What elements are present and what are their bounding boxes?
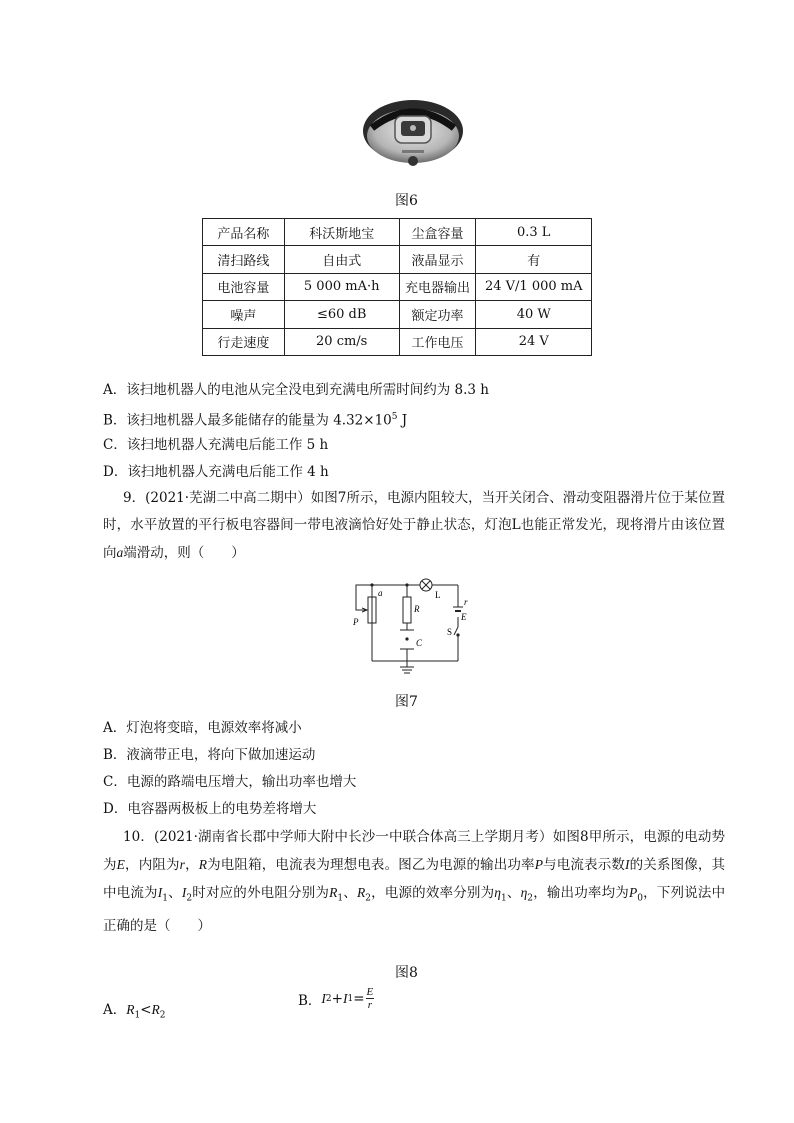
- q10-var: I: [625, 857, 630, 872]
- circuit-label-r-resistor: R: [414, 604, 420, 614]
- spec-table: [202, 218, 592, 356]
- q10-var: η: [520, 885, 528, 900]
- table-cell: 自由式: [284, 246, 399, 273]
- table-row: [203, 219, 592, 246]
- q10-var: R: [356, 885, 366, 900]
- q10-subscript: 2: [159, 1010, 166, 1021]
- table-row: [203, 301, 592, 328]
- table-cell: 20 cm/s: [284, 328, 399, 355]
- q9-stem-text: 9．(2021·芜湖二中高二期中）如图7所示，电源内阻较大，当开关闭合、滑动变阻器滑片位于某位置时，水平放置的平行板电容器间一带电液滴恰好处于静止状态，灯泡L也能正常发光，现将滑片由该位置向: [103, 490, 725, 561]
- q10-var: P: [534, 857, 543, 872]
- q9-option-c: C．电源的路端电压增大，输出功率也增大: [103, 774, 357, 790]
- table-cell: 行走速度: [203, 328, 285, 355]
- circuit-label-s: S: [447, 627, 453, 637]
- q10-option-a: [103, 998, 166, 1021]
- circuit-diagram: [340, 575, 480, 685]
- q8-option-b-exponent: 5: [391, 412, 398, 422]
- table-cell: 40 W: [476, 301, 592, 328]
- q10-text: ，: [184, 857, 199, 873]
- table-cell: 有: [476, 246, 592, 273]
- q10-subscript: 1: [162, 893, 168, 904]
- q8-option-d: D．该扫地机器人充满电后能工作 4 h: [103, 464, 329, 480]
- q8-option-a: A．该扫地机器人的电池从完全没电到充满电所需时间约为 8.3 h: [103, 382, 489, 398]
- q10-var: R: [126, 1002, 135, 1017]
- figure-8-caption: 图8: [395, 965, 418, 981]
- q10-text: 为电阻箱，电流表为理想电表。图乙为电源的输出功率: [206, 857, 535, 873]
- q10-subscript: 2: [186, 893, 193, 904]
- table-cell: 液晶显示: [399, 246, 476, 273]
- table-cell: 科沃斯地宝: [284, 219, 399, 246]
- robot-vacuum-image: [362, 98, 464, 170]
- q10-text: ，内阻为: [124, 857, 180, 873]
- fraction: [366, 986, 375, 1011]
- table-cell: 0.3 L: [476, 219, 592, 246]
- option-prefix: A．: [103, 1002, 127, 1018]
- q10-subscript: 1: [347, 993, 354, 1004]
- q10-var: I: [181, 885, 187, 900]
- q10-text: 与电流表示数: [542, 857, 625, 873]
- q10-text: ，输出功率均为: [533, 885, 629, 901]
- q10-var: I: [321, 990, 326, 1006]
- table-cell: 工作电压: [399, 328, 476, 355]
- table-cell: ≤60 dB: [284, 301, 399, 328]
- figure-7-caption: 图7: [395, 694, 418, 710]
- q10-option-b: [298, 986, 374, 1011]
- q10-subscript: 1: [500, 893, 507, 904]
- q8-option-b-unit: J: [397, 412, 408, 429]
- q10-var: I: [342, 990, 348, 1006]
- table-cell: 5 000 mA·h: [284, 273, 399, 300]
- table-cell: 额定功率: [399, 301, 476, 328]
- q10-text: ，下列说法中正确的是（ ）: [103, 885, 726, 934]
- circuit-label-a: a: [378, 588, 383, 598]
- fraction-denominator: r: [367, 999, 373, 1011]
- q10-subscript: 2: [527, 893, 534, 904]
- q10-text: 时对应的外电阻分别为: [192, 885, 330, 901]
- q9-stem-var-a: a: [116, 545, 124, 560]
- q10-operator: +: [331, 990, 343, 1007]
- q8-option-b-text: B．该扫地机器人最多能储存的能量为 4.32×10: [103, 412, 392, 429]
- table-cell: 噪声: [203, 301, 285, 328]
- q10-var: R: [151, 1002, 160, 1017]
- q10-subscript: 1: [337, 893, 344, 904]
- q10-text: 的关系图像，其中电流为: [103, 857, 726, 901]
- q10-operator: <: [140, 1002, 152, 1018]
- q9-stem: [103, 485, 725, 567]
- table-row: [203, 246, 592, 273]
- q10-text: 、: [167, 885, 182, 901]
- q9-option-a: A．灯泡将变暗，电源效率将减小: [103, 720, 302, 736]
- q10-subscript: 2: [325, 993, 332, 1004]
- q10-operator: =: [353, 990, 365, 1007]
- q10-var: R: [329, 885, 338, 900]
- q10-var: I: [157, 885, 163, 900]
- table-cell: 产品名称: [203, 219, 285, 246]
- q9-option-b: B．液滴带正电，将向下做加速运动: [103, 747, 316, 763]
- q10-var: r: [179, 857, 185, 872]
- q10-stem: [103, 824, 725, 940]
- table-cell: 电池容量: [203, 273, 285, 300]
- circuit-label-e: E: [461, 612, 467, 622]
- q9-option-d: D．电容器两极板上的电势差将增大: [103, 801, 317, 817]
- q9-stem-end: 端滑动，则（ ）: [123, 545, 245, 561]
- table-cell: 充电器输出: [399, 273, 476, 300]
- option-prefix: B．: [298, 992, 322, 1009]
- q10-text: 、: [343, 885, 357, 901]
- q10-var: η: [494, 885, 501, 900]
- q8-option-c: C．该扫地机器人充满电后能工作 5 h: [103, 437, 329, 453]
- table-cell: 24 V/1 000 mA: [476, 273, 592, 300]
- q10-text: 10．(2021·湖南省长郡中学师大附中长沙一中联合体高三上学期月考）如图8甲所示，电源的电动势为: [103, 829, 725, 873]
- q10-var: P: [628, 885, 638, 900]
- q10-var: R: [198, 857, 207, 872]
- table-cell: 尘盒容量: [399, 219, 476, 246]
- figure-6-caption: 图6: [395, 193, 418, 209]
- q10-subscript: 1: [134, 1010, 141, 1021]
- q10-subscript: 0: [637, 893, 643, 904]
- q10-text: 、: [506, 885, 521, 901]
- table-row: [203, 273, 592, 300]
- q10-subscript: 2: [365, 893, 371, 904]
- fraction-numerator: E: [366, 986, 374, 998]
- circuit-label-l: L: [435, 590, 441, 600]
- q10-text: ，电源的效率分别为: [370, 885, 495, 901]
- table-cell: 24 V: [476, 328, 592, 355]
- table-cell: 清扫路线: [203, 246, 285, 273]
- circuit-label-c: C: [416, 638, 423, 648]
- circuit-label-p: P: [353, 617, 359, 627]
- q8-option-b: [103, 408, 703, 431]
- table-row: [203, 328, 592, 355]
- circuit-label-r: r: [464, 597, 468, 607]
- q10-var: E: [116, 857, 125, 872]
